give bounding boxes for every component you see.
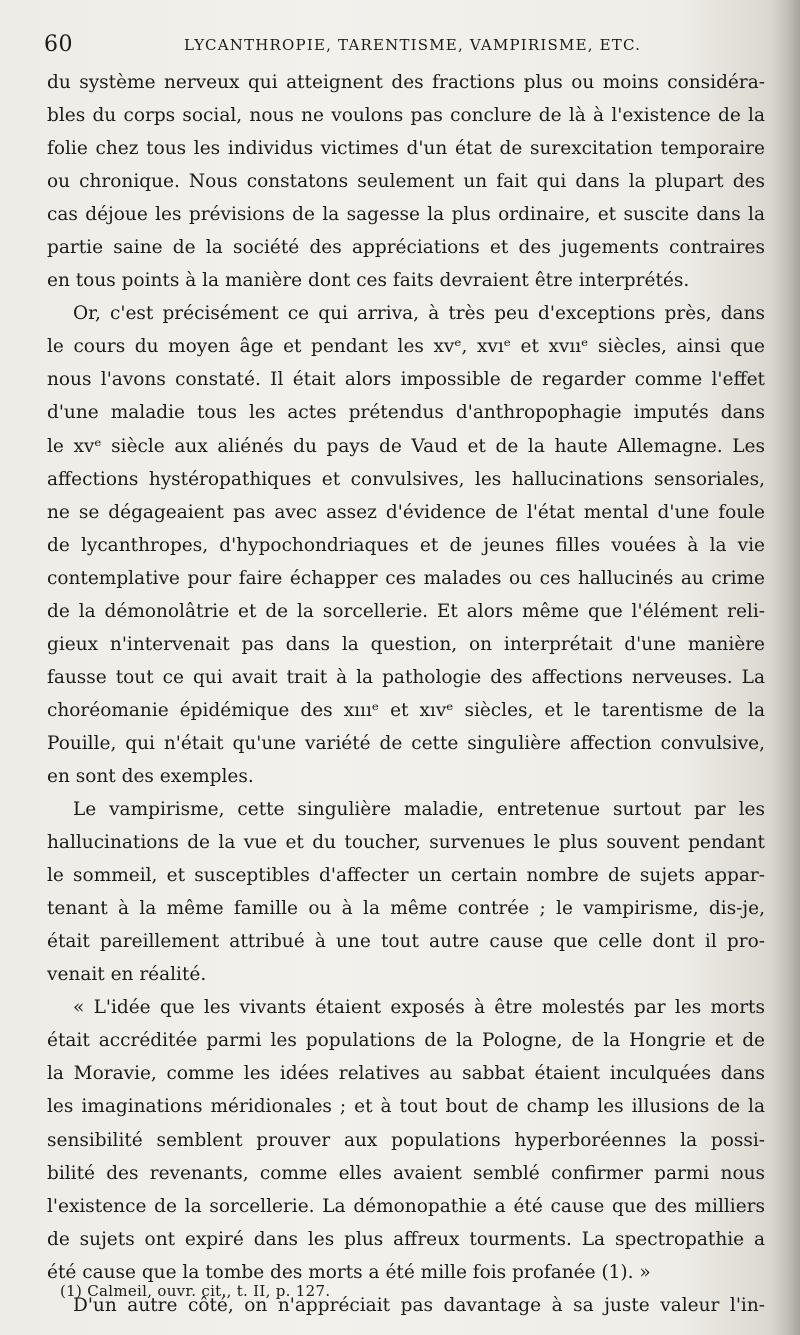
- text-line: Le vampirisme, cette singulière maladie, entretenue surtout par les: [73, 799, 765, 821]
- text-line: était pareillement attribué à une tout autre cause que celle dont il pro-: [47, 931, 765, 953]
- text-line: d'une maladie tous les actes prétendus d'anthropophagie imputés dans: [47, 402, 765, 424]
- text-line: l'existence de la sorcellerie. La démonopathie a été cause que des milliers: [47, 1195, 765, 1217]
- text-line: gieux n'intervenait pas dans la question, on interprétait d'une manière: [47, 633, 765, 655]
- text-line: choréomanie épidémique des xıııᵉ et xıvᵉ siècles, et le tarentisme de la: [47, 699, 765, 721]
- text-line: fausse tout ce qui avait trait à la pathologie des affections nerveuses. La: [47, 666, 765, 688]
- text-line: bles du corps social, nous ne voulons pas conclure de là à l'existence de la: [47, 105, 765, 127]
- text-line: la Moravie, comme les idées relatives au sabbat étaient inculquées dans: [47, 1063, 765, 1085]
- text-line: le cours du moyen âge et pendant les xvᵉ, xvıᵉ et xvııᵉ siècles, ainsi que: [47, 336, 765, 358]
- text-line: de la démonolâtrie et de la sorcellerie. Et alors même que l'élément reli-: [47, 600, 765, 622]
- text-line: du système nerveux qui atteignent des fractions plus ou moins considéra-: [47, 72, 765, 93]
- body-text: [47, 66, 765, 1322]
- text-line: bilité des revenants, comme elles avaient semblé confirmer parmi nous: [47, 1162, 765, 1184]
- text-line: ne se dégageaient pas avec assez d'évidence de l'état mental d'une foule: [47, 501, 765, 523]
- text-line: venait en réalité.: [47, 964, 207, 986]
- text-line: sensibilité semblent prouver aux populations hyperboréennes la possi-: [47, 1129, 765, 1151]
- text-line: Or, c'est précisément ce qui arriva, à très peu d'exceptions près, dans: [73, 303, 765, 325]
- text-line: le xvᵉ siècle aux aliénés du pays de Vaud et de la haute Allemagne. Les: [47, 435, 765, 457]
- text-line: les imaginations méridionales ; et à tout bout de champ les illusions de la: [47, 1096, 765, 1118]
- text-line: partie saine de la société des appréciations et des jugements contraires: [47, 237, 765, 259]
- text-line: cas déjoue les prévisions de la sagesse la plus ordinaire, et suscite dans la: [47, 204, 765, 226]
- text-line: était accréditée parmi les populations de la Pologne, de la Hongrie et de: [47, 1030, 765, 1052]
- footnote: (1) Calmeil, ouvr. cit., t. II, p. 127.: [60, 1282, 331, 1300]
- text-line: en sont des exemples.: [47, 765, 254, 787]
- page-number: 60: [44, 32, 73, 57]
- text-line: D'un autre côté, on n'appréciait pas davantage à sa juste valeur l'in-: [73, 1294, 765, 1316]
- text-line: contemplative pour faire échapper ces malades ou ces hallucinés au crime: [47, 567, 765, 589]
- page-header: [44, 30, 764, 60]
- text-line: le sommeil, et susceptibles d'affecter un certain nombre de sujets appar-: [47, 865, 765, 887]
- text-line: folie chez tous les individus victimes d'un état de surexcitation temporaire: [47, 138, 765, 160]
- text-line: ou chronique. Nous constatons seulement un fait qui dans la plupart des: [47, 171, 765, 193]
- text-line: nous l'avons constaté. Il était alors impossible de regarder comme l'effet: [47, 369, 765, 391]
- text-line: de lycanthropes, d'hypochondriaques et de jeunes filles vouées à la vie: [47, 534, 765, 556]
- page-edge-shadow: [770, 0, 800, 1335]
- text-line: Pouille, qui n'était qu'une variété de cette singulière affection convulsive,: [47, 732, 765, 754]
- text-line: affections hystéropathiques et convulsives, les hallucinations sensoriales,: [47, 468, 765, 490]
- text-line: été cause que la tombe des morts a été mille fois profanée (1). »: [47, 1261, 651, 1283]
- text-line: en tous points à la manière dont ces faits devraient être interprétés.: [47, 270, 690, 292]
- text-line: tenant à la même famille ou à la même contrée ; le vampirisme, dis-je,: [47, 898, 765, 920]
- text-line: de sujets ont expiré dans les plus affreux tourments. La spectropathie a: [47, 1228, 765, 1250]
- text-line: « L'idée que les vivants étaient exposés à être molestés par les morts: [73, 997, 765, 1019]
- text-line: hallucinations de la vue et du toucher, survenues le plus souvent pendant: [47, 832, 765, 854]
- running-title: LYCANTHROPIE, TARENTISME, VAMPIRISME, ETC.: [184, 36, 642, 54]
